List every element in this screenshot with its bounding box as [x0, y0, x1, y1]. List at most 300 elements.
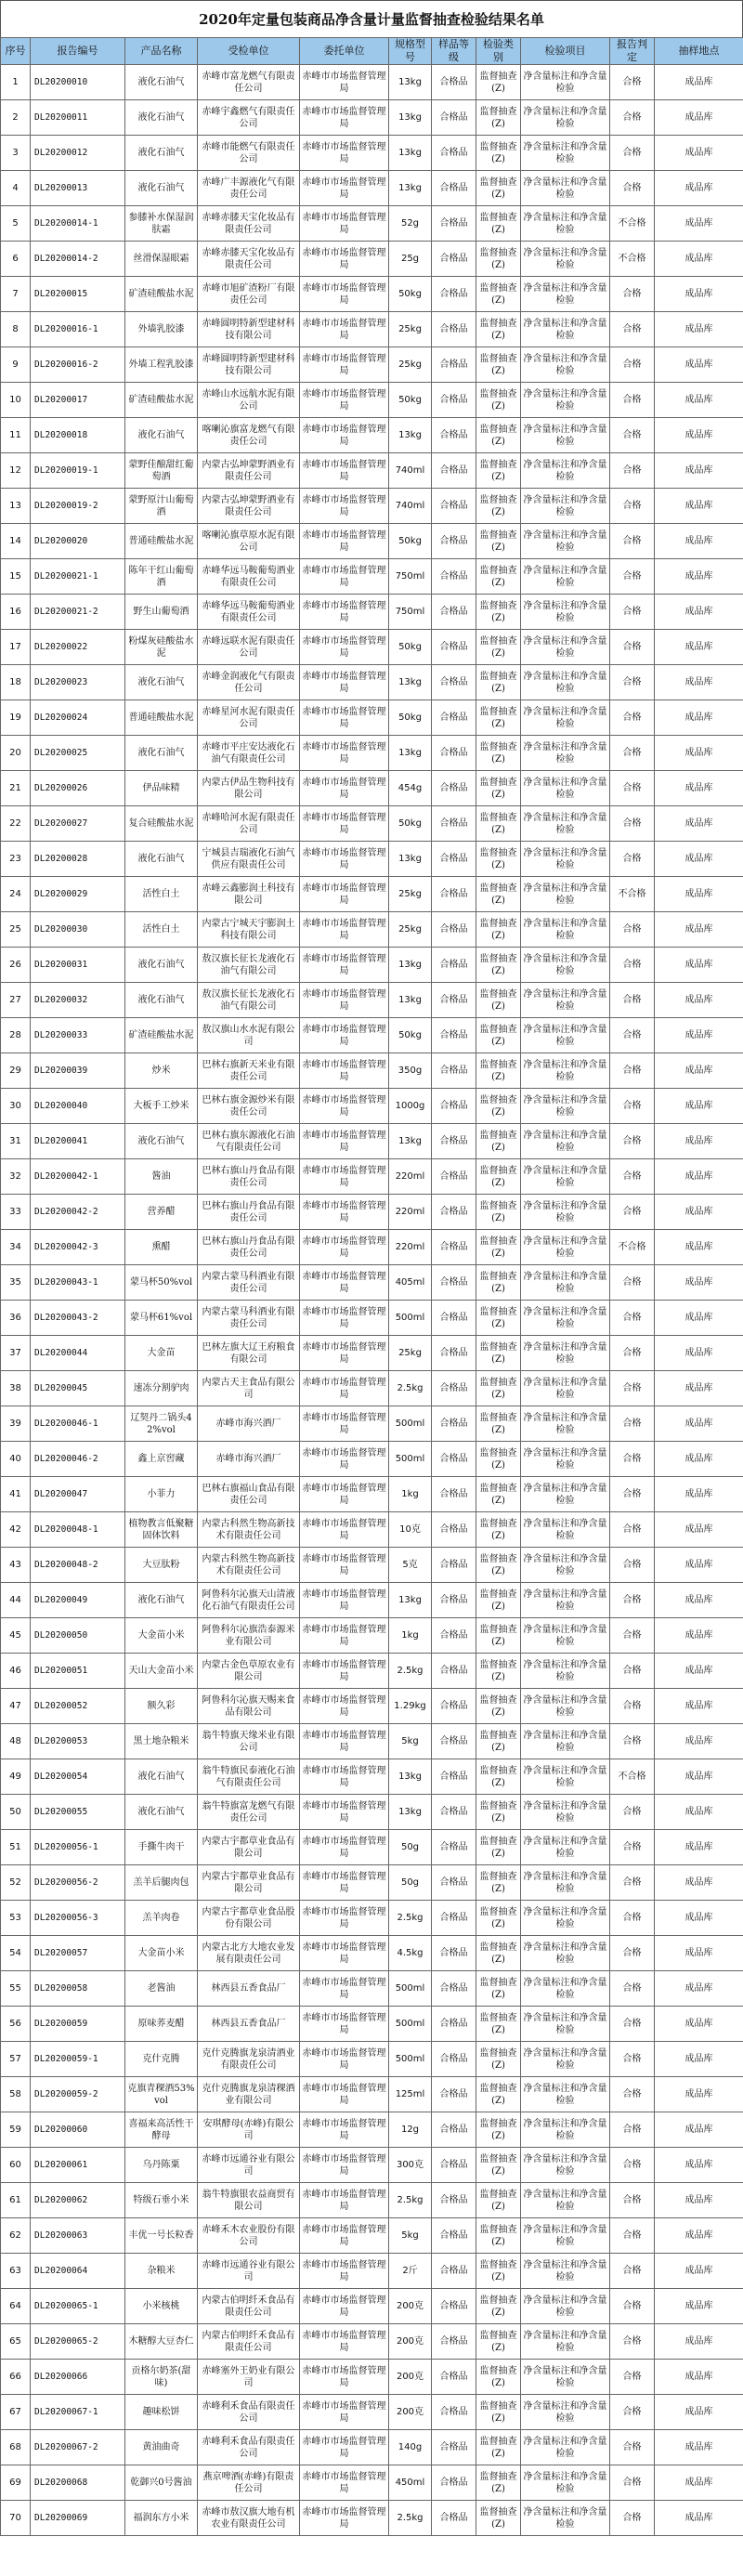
- cell-product: 丝滑保湿眼霜: [125, 242, 198, 277]
- cell-entrusting-unit: 赤峰市市场监督管理局: [300, 1265, 389, 1301]
- cell-location: 成品库: [655, 2254, 743, 2289]
- cell-product: 酱油: [125, 1159, 198, 1195]
- cell-serial: 51: [1, 1830, 31, 1865]
- cell-verdict: 不合格: [610, 1230, 655, 1265]
- cell-product: 黄油曲奇: [125, 2430, 198, 2465]
- cell-verdict: 合格: [610, 1336, 655, 1371]
- table-row: [1, 1830, 743, 1865]
- cell-category: 监督抽查(Z): [476, 595, 521, 630]
- cell-category: 监督抽查(Z): [476, 1901, 521, 1936]
- table-row: [1, 2112, 743, 2148]
- cell-report-no: DL20200066: [31, 2360, 125, 2395]
- cell-spec: 500ml: [389, 1971, 432, 2007]
- cell-report-no: DL20200031: [31, 948, 125, 983]
- table-row: [1, 489, 743, 524]
- cell-entrusting-unit: 赤峰市市场监督管理局: [300, 1724, 389, 1759]
- table-row: [1, 1336, 743, 1371]
- cell-verdict: 合格: [610, 595, 655, 630]
- cell-spec: 220ml: [389, 1159, 432, 1195]
- cell-verdict: 不合格: [610, 242, 655, 277]
- cell-grade: 合格品: [432, 136, 476, 171]
- cell-category: 监督抽查(Z): [476, 2007, 521, 2042]
- cell-grade: 合格品: [432, 1018, 476, 1053]
- cell-product: 矿渣硅酸盐水泥: [125, 1018, 198, 1053]
- cell-report-no: DL20200051: [31, 1654, 125, 1689]
- cell-spec: 50kg: [389, 700, 432, 736]
- cell-category: 监督抽查(Z): [476, 418, 521, 453]
- table-row: [1, 912, 743, 948]
- cell-report-no: DL20200060: [31, 2112, 125, 2148]
- cell-category: 监督抽查(Z): [476, 700, 521, 736]
- cell-item: 净含量标注和净含量检验: [521, 2465, 610, 2501]
- cell-serial: 17: [1, 630, 31, 665]
- cell-entrusting-unit: 赤峰市市场监督管理局: [300, 1759, 389, 1795]
- cell-item: 净含量标注和净含量检验: [521, 1477, 610, 1512]
- cell-item: 净含量标注和净含量检验: [521, 1971, 610, 2007]
- table-row: [1, 100, 743, 136]
- cell-item: 净含量标注和净含量检验: [521, 1053, 610, 1089]
- table-row: [1, 1089, 743, 1124]
- cell-entrusting-unit: 赤峰市市场监督管理局: [300, 665, 389, 700]
- cell-product: 乌丹陈粟: [125, 2148, 198, 2183]
- cell-verdict: 合格: [610, 1265, 655, 1301]
- cell-report-no: DL20200022: [31, 630, 125, 665]
- cell-category: 监督抽查(Z): [476, 2430, 521, 2465]
- cell-entrusting-unit: 赤峰市市场监督管理局: [300, 1371, 389, 1406]
- cell-report-no: DL20200052: [31, 1689, 125, 1724]
- cell-spec: 125ml: [389, 2077, 432, 2112]
- cell-product: 小米核桃: [125, 2289, 198, 2324]
- cell-location: 成品库: [655, 595, 743, 630]
- cell-item: 净含量标注和净含量检验: [521, 1124, 610, 1159]
- cell-inspected-unit: 林西县五香食品厂: [198, 2007, 300, 2042]
- cell-category: 监督抽查(Z): [476, 842, 521, 877]
- cell-inspected-unit: 赤峰利禾食品有限责任公司: [198, 2395, 300, 2430]
- cell-product: 液化石油气: [125, 100, 198, 136]
- cell-product: 速冻分割驴肉: [125, 1371, 198, 1406]
- cell-spec: 50kg: [389, 806, 432, 842]
- cell-entrusting-unit: 赤峰市市场监督管理局: [300, 2430, 389, 2465]
- cell-inspected-unit: 内蒙古蒙马科酒业有限责任公司: [198, 1265, 300, 1301]
- table-row: [1, 1124, 743, 1159]
- cell-inspected-unit: 燕京啤酒(赤峰)有限责任公司: [198, 2465, 300, 2501]
- cell-report-no: DL20200068: [31, 2465, 125, 2501]
- cell-category: 监督抽查(Z): [476, 1301, 521, 1336]
- table-row: [1, 2324, 743, 2360]
- header-verdict: 报告判定: [610, 38, 655, 65]
- cell-inspected-unit: 阿鲁科尔沁旗天赐来食品有限公司: [198, 1689, 300, 1724]
- cell-report-no: DL20200069: [31, 2501, 125, 2536]
- cell-report-no: DL20200029: [31, 877, 125, 912]
- cell-location: 成品库: [655, 983, 743, 1018]
- cell-product: 辽契丹二锅头42%vol: [125, 1406, 198, 1442]
- cell-item: 净含量标注和净含量检验: [521, 524, 610, 559]
- cell-entrusting-unit: 赤峰市市场监督管理局: [300, 100, 389, 136]
- cell-item: 净含量标注和净含量检验: [521, 1336, 610, 1371]
- cell-item: 净含量标注和净含量检验: [521, 2430, 610, 2465]
- cell-product: 液化石油气: [125, 1583, 198, 1618]
- cell-entrusting-unit: 赤峰市市场监督管理局: [300, 806, 389, 842]
- cell-verdict: 合格: [610, 912, 655, 948]
- cell-report-no: DL20200015: [31, 277, 125, 312]
- table-row: [1, 1512, 743, 1548]
- cell-item: 净含量标注和净含量检验: [521, 65, 610, 100]
- cell-item: 净含量标注和净含量检验: [521, 559, 610, 595]
- cell-location: 成品库: [655, 2430, 743, 2465]
- cell-item: 净含量标注和净含量检验: [521, 2501, 610, 2536]
- cell-grade: 合格品: [432, 1689, 476, 1724]
- cell-item: 净含量标注和净含量检验: [521, 665, 610, 700]
- cell-location: 成品库: [655, 1724, 743, 1759]
- cell-product: 杂粮米: [125, 2254, 198, 2289]
- cell-item: 净含量标注和净含量检验: [521, 136, 610, 171]
- table-row: [1, 242, 743, 277]
- header-location: 抽样地点: [655, 38, 743, 65]
- table-row: [1, 2254, 743, 2289]
- cell-report-no: DL20200059: [31, 2007, 125, 2042]
- header-item: 检验项目: [521, 38, 610, 65]
- cell-grade: 合格品: [432, 630, 476, 665]
- cell-category: 监督抽查(Z): [476, 1018, 521, 1053]
- cell-verdict: 合格: [610, 1583, 655, 1618]
- cell-serial: 61: [1, 2183, 31, 2218]
- cell-category: 监督抽查(Z): [476, 948, 521, 983]
- cell-verdict: 合格: [610, 1971, 655, 2007]
- cell-inspected-unit: 喀喇沁旗草原水泥有限公司: [198, 524, 300, 559]
- cell-entrusting-unit: 赤峰市市场监督管理局: [300, 242, 389, 277]
- cell-category: 监督抽查(Z): [476, 771, 521, 806]
- cell-inspected-unit: 巴林右旗金源炒米有限责任公司: [198, 1089, 300, 1124]
- cell-entrusting-unit: 赤峰市市场监督管理局: [300, 700, 389, 736]
- cell-entrusting-unit: 赤峰市市场监督管理局: [300, 206, 389, 242]
- cell-report-no: DL20200025: [31, 736, 125, 771]
- cell-location: 成品库: [655, 312, 743, 347]
- cell-inspected-unit: 内蒙古宇都草业食品股份有限公司: [198, 1901, 300, 1936]
- cell-item: 净含量标注和净含量检验: [521, 1442, 610, 1477]
- cell-verdict: 合格: [610, 948, 655, 983]
- cell-category: 监督抽查(Z): [476, 912, 521, 948]
- cell-location: 成品库: [655, 2501, 743, 2536]
- cell-report-no: DL20200042-2: [31, 1195, 125, 1230]
- cell-serial: 39: [1, 1406, 31, 1442]
- cell-spec: 2.5kg: [389, 2501, 432, 2536]
- cell-spec: 50kg: [389, 524, 432, 559]
- cell-verdict: 合格: [610, 312, 655, 347]
- cell-serial: 26: [1, 948, 31, 983]
- cell-entrusting-unit: 赤峰市市场监督管理局: [300, 136, 389, 171]
- cell-item: 净含量标注和净含量检验: [521, 2077, 610, 2112]
- cell-product: 特级石垂小米: [125, 2183, 198, 2218]
- cell-location: 成品库: [655, 347, 743, 383]
- cell-report-no: DL20200046-1: [31, 1406, 125, 1442]
- cell-report-no: DL20200067-1: [31, 2395, 125, 2430]
- cell-report-no: DL20200065-2: [31, 2324, 125, 2360]
- cell-report-no: DL20200014-1: [31, 206, 125, 242]
- cell-category: 监督抽查(Z): [476, 1689, 521, 1724]
- cell-entrusting-unit: 赤峰市市场监督管理局: [300, 277, 389, 312]
- cell-location: 成品库: [655, 1689, 743, 1724]
- cell-item: 净含量标注和净含量检验: [521, 1936, 610, 1971]
- cell-verdict: 合格: [610, 453, 655, 489]
- cell-location: 成品库: [655, 1336, 743, 1371]
- cell-verdict: 合格: [610, 1654, 655, 1689]
- cell-report-no: DL20200061: [31, 2148, 125, 2183]
- cell-verdict: 不合格: [610, 877, 655, 912]
- cell-report-no: DL20200044: [31, 1336, 125, 1371]
- cell-grade: 合格品: [432, 1124, 476, 1159]
- cell-product: 大板手工炒米: [125, 1089, 198, 1124]
- cell-spec: 13kg: [389, 1759, 432, 1795]
- cell-category: 监督抽查(Z): [476, 2112, 521, 2148]
- cell-serial: 35: [1, 1265, 31, 1301]
- cell-grade: 合格品: [432, 171, 476, 206]
- cell-item: 净含量标注和净含量检验: [521, 1830, 610, 1865]
- cell-spec: 1kg: [389, 1477, 432, 1512]
- cell-category: 监督抽查(Z): [476, 1124, 521, 1159]
- cell-serial: 5: [1, 206, 31, 242]
- cell-entrusting-unit: 赤峰市市场监督管理局: [300, 2360, 389, 2395]
- cell-location: 成品库: [655, 1301, 743, 1336]
- cell-entrusting-unit: 赤峰市市场监督管理局: [300, 1689, 389, 1724]
- cell-product: 液化石油气: [125, 1795, 198, 1830]
- cell-report-no: DL20200043-1: [31, 1265, 125, 1301]
- cell-product: 液化石油气: [125, 418, 198, 453]
- cell-entrusting-unit: 赤峰市市场监督管理局: [300, 2324, 389, 2360]
- cell-location: 成品库: [655, 2465, 743, 2501]
- cell-report-no: DL20200065-1: [31, 2289, 125, 2324]
- cell-verdict: 合格: [610, 771, 655, 806]
- cell-serial: 34: [1, 1230, 31, 1265]
- cell-serial: 11: [1, 418, 31, 453]
- cell-entrusting-unit: 赤峰市市场监督管理局: [300, 1618, 389, 1654]
- cell-location: 成品库: [655, 2042, 743, 2077]
- cell-entrusting-unit: 赤峰市市场监督管理局: [300, 489, 389, 524]
- cell-item: 净含量标注和净含量检验: [521, 2042, 610, 2077]
- cell-location: 成品库: [655, 665, 743, 700]
- cell-verdict: 合格: [610, 489, 655, 524]
- cell-serial: 22: [1, 806, 31, 842]
- cell-spec: 25g: [389, 242, 432, 277]
- table-row: [1, 948, 743, 983]
- cell-category: 监督抽查(Z): [476, 489, 521, 524]
- cell-inspected-unit: 内蒙古弘坤蒙野酒业有限责任公司: [198, 453, 300, 489]
- cell-spec: 2斤: [389, 2254, 432, 2289]
- cell-location: 成品库: [655, 136, 743, 171]
- cell-location: 成品库: [655, 2183, 743, 2218]
- cell-grade: 合格品: [432, 2395, 476, 2430]
- cell-location: 成品库: [655, 489, 743, 524]
- table-row: [1, 700, 743, 736]
- cell-product: 液化石油气: [125, 171, 198, 206]
- cell-location: 成品库: [655, 1195, 743, 1230]
- cell-spec: 450ml: [389, 2465, 432, 2501]
- cell-grade: 合格品: [432, 559, 476, 595]
- cell-entrusting-unit: 赤峰市市场监督管理局: [300, 1018, 389, 1053]
- cell-grade: 合格品: [432, 806, 476, 842]
- cell-product: 蒙马杯50%vol: [125, 1265, 198, 1301]
- cell-serial: 50: [1, 1795, 31, 1830]
- cell-location: 成品库: [655, 2077, 743, 2112]
- table-row: [1, 1406, 743, 1442]
- cell-item: 净含量标注和净含量检验: [521, 418, 610, 453]
- cell-inspected-unit: 内蒙古蒙马科酒业有限责任公司: [198, 1301, 300, 1336]
- cell-item: 净含量标注和净含量检验: [521, 806, 610, 842]
- cell-report-no: DL20200054: [31, 1759, 125, 1795]
- table-row: [1, 2289, 743, 2324]
- cell-verdict: 合格: [610, 2042, 655, 2077]
- cell-report-no: DL20200041: [31, 1124, 125, 1159]
- cell-inspected-unit: 巴林左旗大辽王府粮食有限公司: [198, 1336, 300, 1371]
- cell-item: 净含量标注和净含量检验: [521, 1618, 610, 1654]
- cell-inspected-unit: 阿鲁科尔沁旗浩泰源米业有限公司: [198, 1618, 300, 1654]
- table-row: [1, 1936, 743, 1971]
- cell-location: 成品库: [655, 100, 743, 136]
- cell-item: 净含量标注和净含量检验: [521, 1583, 610, 1618]
- table-row: [1, 2430, 743, 2465]
- cell-product: 熏醋: [125, 1230, 198, 1265]
- table-row: [1, 736, 743, 771]
- cell-entrusting-unit: 赤峰市市场监督管理局: [300, 771, 389, 806]
- cell-grade: 合格品: [432, 1618, 476, 1654]
- table-row: [1, 1583, 743, 1618]
- cell-serial: 69: [1, 2465, 31, 2501]
- cell-category: 监督抽查(Z): [476, 877, 521, 912]
- cell-spec: 50g: [389, 1865, 432, 1901]
- cell-verdict: 合格: [610, 100, 655, 136]
- cell-serial: 59: [1, 2112, 31, 2148]
- cell-verdict: 合格: [610, 418, 655, 453]
- cell-serial: 30: [1, 1089, 31, 1124]
- cell-serial: 28: [1, 1018, 31, 1053]
- cell-entrusting-unit: 赤峰市市场监督管理局: [300, 2007, 389, 2042]
- cell-location: 成品库: [655, 1053, 743, 1089]
- cell-category: 监督抽查(Z): [476, 206, 521, 242]
- cell-spec: 50kg: [389, 277, 432, 312]
- cell-product: 植物教言低聚糖固体饮料: [125, 1512, 198, 1548]
- cell-spec: 2.5kg: [389, 1654, 432, 1689]
- cell-report-no: DL20200016-1: [31, 312, 125, 347]
- cell-grade: 合格品: [432, 1936, 476, 1971]
- table-row: [1, 383, 743, 418]
- table-row: [1, 559, 743, 595]
- cell-spec: 13kg: [389, 418, 432, 453]
- cell-report-no: DL20200042-1: [31, 1159, 125, 1195]
- cell-product: 鑫上京窖藏: [125, 1442, 198, 1477]
- cell-category: 监督抽查(Z): [476, 2360, 521, 2395]
- cell-report-no: DL20200042-3: [31, 1230, 125, 1265]
- table-row: [1, 1759, 743, 1795]
- cell-grade: 合格品: [432, 100, 476, 136]
- cell-spec: 405ml: [389, 1265, 432, 1301]
- cell-entrusting-unit: 赤峰市市场监督管理局: [300, 2465, 389, 2501]
- cell-item: 净含量标注和净含量检验: [521, 489, 610, 524]
- cell-location: 成品库: [655, 1512, 743, 1548]
- cell-grade: 合格品: [432, 524, 476, 559]
- cell-grade: 合格品: [432, 842, 476, 877]
- cell-product: 蒙马杯61%vol: [125, 1301, 198, 1336]
- table-row: [1, 1724, 743, 1759]
- cell-verdict: 合格: [610, 1689, 655, 1724]
- cell-product: 野生山葡萄酒: [125, 595, 198, 630]
- cell-report-no: DL20200026: [31, 771, 125, 806]
- cell-grade: 合格品: [432, 1512, 476, 1548]
- cell-grade: 合格品: [432, 1406, 476, 1442]
- cell-entrusting-unit: 赤峰市市场监督管理局: [300, 1795, 389, 1830]
- header-spec: 规格型号: [389, 38, 432, 65]
- cell-entrusting-unit: 赤峰市市场监督管理局: [300, 630, 389, 665]
- cell-inspected-unit: 赤峰市旭矿渣粉厂有限责任公司: [198, 277, 300, 312]
- cell-verdict: 合格: [610, 2430, 655, 2465]
- cell-grade: 合格品: [432, 771, 476, 806]
- cell-category: 监督抽查(Z): [476, 559, 521, 595]
- cell-item: 净含量标注和净含量检验: [521, 912, 610, 948]
- cell-item: 净含量标注和净含量检验: [521, 1018, 610, 1053]
- cell-spec: 50g: [389, 1830, 432, 1865]
- cell-report-no: DL20200028: [31, 842, 125, 877]
- cell-product: 手撕牛肉干: [125, 1830, 198, 1865]
- cell-verdict: 合格: [610, 65, 655, 100]
- cell-product: 液化石油气: [125, 1124, 198, 1159]
- cell-serial: 42: [1, 1512, 31, 1548]
- cell-grade: 合格品: [432, 2430, 476, 2465]
- cell-spec: 13kg: [389, 665, 432, 700]
- cell-entrusting-unit: 赤峰市市场监督管理局: [300, 418, 389, 453]
- cell-category: 监督抽查(Z): [476, 383, 521, 418]
- cell-verdict: 合格: [610, 2148, 655, 2183]
- cell-location: 成品库: [655, 2007, 743, 2042]
- cell-category: 监督抽查(Z): [476, 1936, 521, 1971]
- cell-grade: 合格品: [432, 2465, 476, 2501]
- table-row: [1, 1301, 743, 1336]
- cell-entrusting-unit: 赤峰市市场监督管理局: [300, 912, 389, 948]
- cell-item: 净含量标注和净含量检验: [521, 1371, 610, 1406]
- cell-product: 蒙野原汁山葡萄酒: [125, 489, 198, 524]
- cell-serial: 53: [1, 1901, 31, 1936]
- cell-spec: 13kg: [389, 1583, 432, 1618]
- cell-item: 净含量标注和净含量检验: [521, 2289, 610, 2324]
- cell-location: 成品库: [655, 1548, 743, 1583]
- cell-inspected-unit: 赤峰圆明特新型建材科技有限公司: [198, 312, 300, 347]
- cell-spec: 500ml: [389, 2007, 432, 2042]
- cell-grade: 合格品: [432, 2183, 476, 2218]
- cell-report-no: DL20200059-1: [31, 2042, 125, 2077]
- cell-serial: 1: [1, 65, 31, 100]
- table-row: [1, 1159, 743, 1195]
- cell-serial: 18: [1, 665, 31, 700]
- cell-serial: 41: [1, 1477, 31, 1512]
- cell-grade: 合格品: [432, 1336, 476, 1371]
- cell-verdict: 合格: [610, 347, 655, 383]
- cell-entrusting-unit: 赤峰市市场监督管理局: [300, 983, 389, 1018]
- cell-location: 成品库: [655, 277, 743, 312]
- cell-spec: 13kg: [389, 100, 432, 136]
- cell-spec: 13kg: [389, 1124, 432, 1159]
- cell-entrusting-unit: 赤峰市市场监督管理局: [300, 1089, 389, 1124]
- cell-grade: 合格品: [432, 1301, 476, 1336]
- cell-product: 羔羊后腿肉包: [125, 1865, 198, 1901]
- cell-product: 炒米: [125, 1053, 198, 1089]
- table-row: [1, 1018, 743, 1053]
- cell-grade: 合格品: [432, 1230, 476, 1265]
- cell-item: 净含量标注和净含量检验: [521, 2395, 610, 2430]
- cell-spec: 2.5kg: [389, 1901, 432, 1936]
- cell-product: 普通硅酸盐水泥: [125, 700, 198, 736]
- cell-inspected-unit: 赤峰利禾食品有限责任公司: [198, 2430, 300, 2465]
- cell-serial: 54: [1, 1936, 31, 1971]
- cell-item: 净含量标注和净含量检验: [521, 877, 610, 912]
- cell-verdict: 合格: [610, 630, 655, 665]
- cell-location: 成品库: [655, 1830, 743, 1865]
